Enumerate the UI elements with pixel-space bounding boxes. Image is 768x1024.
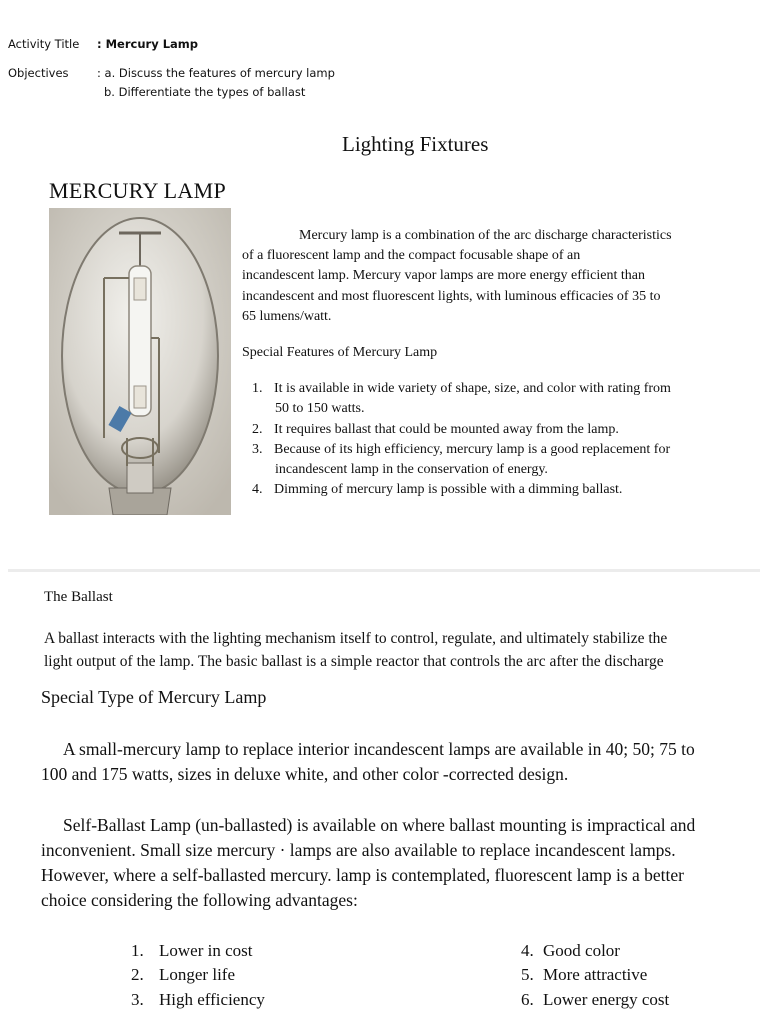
feature-text: It requires ballast that could be mounted away from the lamp. (274, 422, 619, 437)
lamp-illustration (49, 208, 231, 515)
advantage-number: 2. (131, 965, 144, 984)
intro-line-4: incandescent and most fluorescent lights, with luminous efficacies of 35 to (242, 289, 661, 304)
feature-item-4 (252, 480, 622, 500)
feature-number: 1. (252, 381, 263, 396)
objective-b: b. Differentiate the types of ballast (104, 85, 306, 99)
special-p1-line-2: 100 and 175 watts, sizes in deluxe white, and other color -corrected design. (41, 764, 569, 784)
advantage-item-5 (521, 962, 647, 987)
advantage-item-4 (521, 938, 620, 963)
advantage-item-3 (131, 987, 265, 1012)
advantage-text: Good color (543, 941, 620, 960)
advantage-text: Lower in cost (159, 941, 253, 960)
activity-title-text: : Mercury Lamp (97, 37, 198, 51)
special-p2-line-4: choice considering the following advantages: (41, 890, 358, 910)
ballast-heading: The Ballast (44, 589, 113, 605)
advantage-number: 5. (521, 965, 534, 984)
mercury-lamp-photo (49, 208, 231, 515)
feature-item-2 (252, 420, 619, 440)
feature-text: It is available in wide variety of shape, size, and color with rating from (274, 381, 671, 396)
advantage-text: More attractive (543, 965, 648, 984)
activity-title-value (97, 35, 198, 54)
feature-number: 3. (252, 442, 263, 457)
intro-line-1: Mercury lamp is a combination of the arc discharge characteristics (299, 228, 672, 243)
feature-item-1-cont: 50 to 150 watts. (275, 401, 365, 416)
advantage-item-2 (131, 962, 235, 987)
objectives-label: Objectives (8, 66, 69, 80)
special-p2-line-2: inconvenient. Small size mercury · lamps are also available to replace incandescent lamps. (41, 840, 676, 860)
advantage-number: 4. (521, 941, 534, 960)
advantage-number: 1. (131, 941, 144, 960)
ballast-line-1: A ballast interacts with the lighting mechanism itself to control, regulate, and ultimately stabilize the (44, 630, 668, 647)
special-p2-line-1: Self-Ballast Lamp (un-ballasted) is available on where ballast mounting is impractical and (63, 815, 696, 835)
intro-line-5: 65 lumens/watt. (242, 309, 332, 324)
advantage-number: 6. (521, 990, 534, 1009)
intro-line-2: of a fluorescent lamp and the compact focusable shape of an (242, 248, 581, 263)
special-type-heading: Special Type of Mercury Lamp (41, 687, 267, 707)
advantage-text: High efficiency (159, 990, 265, 1009)
mercury-lamp-heading: MERCURY LAMP (49, 178, 226, 203)
special-p1-line-1: A small-mercury lamp to replace interior incandescent lamps are available in 40; 50; 75 to (63, 739, 695, 759)
section-title: Lighting Fixtures (342, 132, 489, 156)
feature-number: 2. (252, 422, 263, 437)
advantage-number: 3. (131, 990, 144, 1009)
objective-a: : a. Discuss the features of mercury lamp (97, 66, 335, 80)
special-p2-line-3: However, where a self-ballasted mercury. lamp is contemplated, fluorescent lamp is a better (41, 865, 684, 885)
advantage-text: Longer life (159, 965, 235, 984)
intro-line-3: incandescent lamp. Mercury vapor lamps are more energy efficient than (242, 268, 645, 283)
feature-text: Because of its high efficiency, mercury lamp is a good replacement for (274, 442, 671, 457)
activity-title-label: Activity Title (8, 37, 80, 51)
advantage-item-6 (521, 987, 669, 1012)
ballast-line-2: light output of the lamp. The basic ballast is a simple reactor that controls the arc after the discharge (44, 653, 664, 670)
feature-text: Dimming of mercury lamp is possible with a dimming ballast. (274, 482, 623, 497)
page-divider (8, 569, 760, 572)
feature-item-3-cont: incandescent lamp in the conservation of energy. (275, 462, 548, 477)
feature-item-1 (252, 379, 671, 399)
advantage-item-1 (131, 938, 252, 963)
features-heading: Special Features of Mercury Lamp (242, 345, 438, 360)
feature-number: 4. (252, 482, 263, 497)
advantage-text: Lower energy cost (543, 990, 670, 1009)
feature-item-3 (252, 440, 670, 460)
